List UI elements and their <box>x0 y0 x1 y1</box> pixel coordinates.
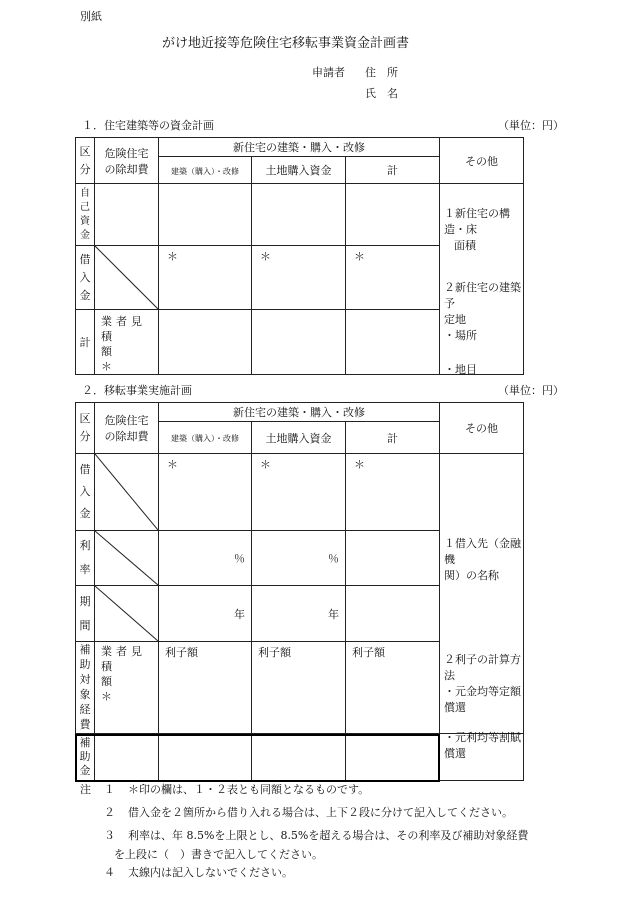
kubun-header: 区 分 <box>76 138 95 184</box>
section2-other-cell <box>440 454 524 760</box>
note-number: １ <box>104 783 115 796</box>
other-note: ・元金均等定額償還 <box>444 685 522 714</box>
loan-row-label: 借 入 金 <box>76 246 95 310</box>
total-land-cell[interactable] <box>252 310 346 375</box>
own-funds-row-label: 自 己 資 金 <box>76 184 95 246</box>
subsidy-expense-row-label: 補 助 対 象 経 費 <box>76 642 95 734</box>
name-label: 氏 名 <box>365 87 398 100</box>
other-note: １新住宅の構造・床 <box>444 207 511 236</box>
total-col-header: 計 <box>346 157 440 184</box>
applicant-label: 申請者 <box>312 66 345 79</box>
relocation-plan-table <box>75 402 524 781</box>
period-land-cell[interactable]: 年 <box>252 586 346 642</box>
kubun-header: 区 分 <box>76 403 95 454</box>
interest-build-cell[interactable]: ％ <box>159 531 252 586</box>
loan-land-cell[interactable]: ＊ <box>252 246 346 310</box>
loan-build-cell[interactable]: ＊ <box>159 454 252 531</box>
estimate-cell: 業者見積 額 ＊ <box>95 642 159 734</box>
other-header: その他 <box>440 138 524 184</box>
interest-land-cell[interactable]: ％ <box>252 531 346 586</box>
interest-demolition-diagonal <box>95 531 159 586</box>
other-note: ・場所 <box>444 329 478 342</box>
note-text: を上段に（ ）書きで記入してください。 <box>114 848 323 861</box>
subsidy-row-label: 補 助 金 <box>76 734 95 781</box>
other-note: ・地目 <box>444 363 478 376</box>
own-funds-demolition-cell[interactable] <box>95 184 159 246</box>
build-col-header: 建築（購入）・改修 <box>171 434 239 443</box>
total-row-label: 計 <box>76 310 95 375</box>
land-col-header: 土地購入資金 <box>252 157 346 184</box>
other-note: ２利子の計算方法 <box>444 653 522 682</box>
period-build-cell[interactable]: 年 <box>159 586 252 642</box>
note-text: ＊印の欄は、１・２表とも同額となるものです。 <box>128 783 370 796</box>
document-title: がけ地近接等危険住宅移転事業資金計画書 <box>162 36 410 51</box>
section1-title: １．住宅建築等の資金計画 <box>82 119 214 132</box>
demolition-header: 危険住宅 の除却費 <box>95 403 159 454</box>
own-funds-land-cell[interactable] <box>252 184 346 246</box>
loan-total-cell[interactable]: ＊ <box>346 454 440 531</box>
notes-prefix: 注 <box>80 783 91 796</box>
note-number: ３ <box>104 829 115 842</box>
address-label: 住 所 <box>365 66 398 79</box>
new-house-group-header: 新住宅の建築・購入・改修 <box>159 403 440 422</box>
do-not-fill-thick-border <box>75 734 440 782</box>
land-col-header: 土地購入資金 <box>252 422 346 454</box>
loan-row-label: 借 入 金 <box>76 454 95 531</box>
build-col-header: 建築（購入）・改修 <box>171 166 239 176</box>
note-number: ２ <box>104 806 115 819</box>
loan-total-cell[interactable]: ＊ <box>346 246 440 310</box>
other-note: ２新住宅の建築予 <box>444 281 522 310</box>
demolition-header: 危険住宅 の除却費 <box>95 138 159 184</box>
section2-unit: （単位：円） <box>498 384 564 397</box>
other-note: 関）の名称 <box>444 569 500 582</box>
section1-unit: （単位：円） <box>498 119 564 132</box>
total-total-cell[interactable] <box>346 310 440 375</box>
loan-build-cell[interactable]: ＊ <box>159 246 252 310</box>
subsidy-other-cell <box>440 734 524 781</box>
period-total-cell[interactable] <box>346 586 440 642</box>
other-note: ・元利均等割賦償還 <box>444 731 522 760</box>
period-row-label: 期 間 <box>76 586 95 642</box>
other-note: １借入先（金融機 <box>444 537 522 566</box>
note-text: 利率は、年 8.5%を上限とし、8.5%を超える場合は、その利率及び補助対象経費 <box>128 829 529 842</box>
total-build-cell[interactable] <box>159 310 252 375</box>
estimate-cell: 業者見積 額 ＊ <box>95 310 159 375</box>
total-col-header: 計 <box>346 422 440 454</box>
other-header: その他 <box>440 403 524 454</box>
note-number: ４ <box>104 866 115 879</box>
new-house-group-header: 新住宅の建築・購入・改修 <box>159 138 440 157</box>
loan-land-cell[interactable]: ＊ <box>252 454 346 531</box>
interest-amount-build-cell[interactable]: 利子額 <box>159 642 252 734</box>
other-note: 定地 <box>444 313 467 326</box>
attachment-label: 別紙 <box>80 10 102 23</box>
note-text: 借入金を２箇所から借り入れる場合は、上下２段に分けて記入してください。 <box>128 806 513 819</box>
other-note: 面積 <box>454 239 477 252</box>
funding-plan-table <box>75 137 524 375</box>
interest-total-cell[interactable] <box>346 531 440 586</box>
interest-amount-land-cell[interactable]: 利子額 <box>252 642 346 734</box>
note-text: 太線内は記入しないでください。 <box>128 866 293 879</box>
period-demolition-diagonal <box>95 586 159 642</box>
own-funds-total-cell[interactable] <box>346 184 440 246</box>
loan-demolition-diagonal <box>95 454 159 531</box>
section2-title: ２．移転事業実施計画 <box>82 384 192 397</box>
interest-rate-row-label: 利 率 <box>76 531 95 586</box>
section1-other-cell <box>440 184 524 375</box>
interest-amount-total-cell[interactable]: 利子額 <box>346 642 440 734</box>
loan-demolition-diagonal <box>95 246 159 310</box>
own-funds-build-cell[interactable] <box>159 184 252 246</box>
